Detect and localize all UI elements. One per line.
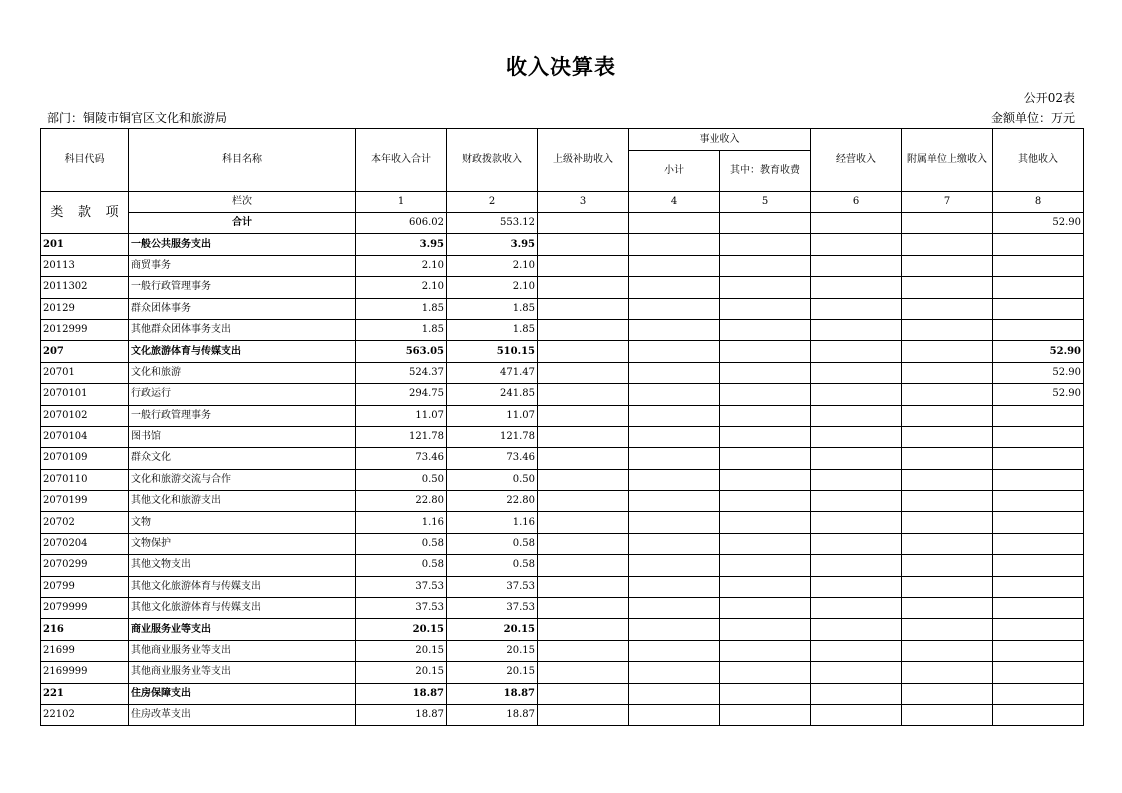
row-fiscal: 37.53 [447, 576, 538, 597]
row-total: 2.10 [356, 255, 447, 276]
row-fiscal: 1.85 [447, 319, 538, 340]
row-affiliated [902, 576, 993, 597]
row-name: 文物保护 [129, 533, 356, 554]
row-operating [811, 277, 902, 298]
row-affiliated [902, 512, 993, 533]
lanci-label: 栏次 [129, 192, 356, 213]
row-other [993, 555, 1084, 576]
row-affiliated [902, 598, 993, 619]
row-name: 其他文物支出 [129, 555, 356, 576]
header-name: 科目名称 [129, 129, 356, 192]
row-name: 图书馆 [129, 426, 356, 447]
row-affiliated [902, 555, 993, 576]
row-superior [538, 298, 629, 319]
row-code: 20702 [41, 512, 129, 533]
row-business-edu [720, 704, 811, 725]
row-superior [538, 234, 629, 255]
col-index-3: 3 [538, 192, 629, 213]
row-superior [538, 362, 629, 383]
row-name: 文化和旅游交流与合作 [129, 469, 356, 490]
row-total: 0.58 [356, 533, 447, 554]
row-code: 20701 [41, 362, 129, 383]
row-code: 2070299 [41, 555, 129, 576]
table-row [41, 384, 1084, 405]
row-affiliated [902, 298, 993, 319]
row-business-subtotal [629, 662, 720, 683]
row-business-edu [720, 255, 811, 276]
header-row-1 [41, 129, 1084, 151]
row-code: 20129 [41, 298, 129, 319]
total-fiscal: 553.12 [447, 213, 538, 234]
header-affiliated: 附属单位上缴收入 [902, 129, 993, 192]
amount-unit-label: 金额单位：万元 [990, 111, 1075, 125]
row-code: 22102 [41, 704, 129, 725]
row-total: 0.58 [356, 555, 447, 576]
row-fiscal: 1.16 [447, 512, 538, 533]
row-affiliated [902, 234, 993, 255]
row-business-subtotal [629, 491, 720, 512]
row-code: 216 [41, 619, 129, 640]
row-affiliated [902, 341, 993, 362]
row-operating [811, 426, 902, 447]
row-fiscal: 1.85 [447, 298, 538, 319]
row-operating [811, 405, 902, 426]
row-other: 52.90 [993, 362, 1084, 383]
row-total: 1.85 [356, 298, 447, 319]
row-total: 3.95 [356, 234, 447, 255]
row-business-subtotal [629, 619, 720, 640]
header-business-subtotal: 小计 [629, 151, 720, 192]
row-fiscal: 73.46 [447, 448, 538, 469]
row-affiliated [902, 405, 993, 426]
col-index-4: 4 [629, 192, 720, 213]
row-affiliated [902, 533, 993, 554]
row-business-edu [720, 277, 811, 298]
row-code: 2070104 [41, 426, 129, 447]
row-business-subtotal [629, 341, 720, 362]
row-operating [811, 469, 902, 490]
row-total: 18.87 [356, 683, 447, 704]
header-fiscal: 财政拨款收入 [447, 129, 538, 192]
row-business-subtotal [629, 576, 720, 597]
row-superior [538, 341, 629, 362]
row-operating [811, 319, 902, 340]
row-operating [811, 255, 902, 276]
row-operating [811, 662, 902, 683]
row-superior [538, 491, 629, 512]
row-business-subtotal [629, 405, 720, 426]
header-business-edu: 其中：教育收费 [720, 151, 811, 192]
row-affiliated [902, 448, 993, 469]
row-operating [811, 533, 902, 554]
row-business-edu [720, 683, 811, 704]
row-code: 2011302 [41, 277, 129, 298]
row-affiliated [902, 491, 993, 512]
row-name: 住房保障支出 [129, 683, 356, 704]
row-fiscal: 2.10 [447, 255, 538, 276]
row-code: 221 [41, 683, 129, 704]
row-name: 商业服务业等支出 [129, 619, 356, 640]
total-affiliated [902, 213, 993, 234]
table-row [41, 319, 1084, 340]
row-other [993, 298, 1084, 319]
row-business-subtotal [629, 533, 720, 554]
table-row [41, 619, 1084, 640]
table-row [41, 448, 1084, 469]
row-business-edu [720, 533, 811, 554]
row-other [993, 405, 1084, 426]
row-name: 其他文化和旅游支出 [129, 491, 356, 512]
row-total: 73.46 [356, 448, 447, 469]
row-total: 37.53 [356, 598, 447, 619]
table-row [41, 576, 1084, 597]
row-business-subtotal [629, 640, 720, 661]
row-superior [538, 384, 629, 405]
row-operating [811, 234, 902, 255]
row-business-edu [720, 598, 811, 619]
row-operating [811, 598, 902, 619]
row-business-subtotal [629, 555, 720, 576]
row-business-subtotal [629, 298, 720, 319]
row-other [993, 640, 1084, 661]
total-business-subtotal [629, 213, 720, 234]
table-row [41, 362, 1084, 383]
row-code: 2012999 [41, 319, 129, 340]
row-fiscal: 22.80 [447, 491, 538, 512]
row-fiscal: 0.58 [447, 533, 538, 554]
row-total: 11.07 [356, 405, 447, 426]
table-row [41, 683, 1084, 704]
total-operating [811, 213, 902, 234]
row-fiscal: 0.58 [447, 555, 538, 576]
row-other [993, 598, 1084, 619]
row-code: 2079999 [41, 598, 129, 619]
row-fiscal: 18.87 [447, 683, 538, 704]
row-affiliated [902, 384, 993, 405]
table-row [41, 405, 1084, 426]
column-index-row [41, 192, 1084, 213]
row-total: 22.80 [356, 491, 447, 512]
row-name: 商贸事务 [129, 255, 356, 276]
row-affiliated [902, 640, 993, 661]
row-total: 1.85 [356, 319, 447, 340]
row-name: 群众文化 [129, 448, 356, 469]
row-fiscal: 11.07 [447, 405, 538, 426]
xiang-label: 项 [105, 204, 119, 220]
col-index-2: 2 [447, 192, 538, 213]
form-number: 公开02表 [1023, 91, 1075, 105]
row-name: 行政运行 [129, 384, 356, 405]
row-code: 20799 [41, 576, 129, 597]
row-operating [811, 362, 902, 383]
row-business-subtotal [629, 704, 720, 725]
total-superior [538, 213, 629, 234]
row-affiliated [902, 619, 993, 640]
total-label: 合计 [129, 213, 356, 234]
row-fiscal: 18.87 [447, 704, 538, 725]
row-other [993, 234, 1084, 255]
row-operating [811, 640, 902, 661]
table-row [41, 277, 1084, 298]
row-code: 2070109 [41, 448, 129, 469]
row-code: 201 [41, 234, 129, 255]
row-business-subtotal [629, 426, 720, 447]
row-business-edu [720, 298, 811, 319]
total-other: 52.90 [993, 213, 1084, 234]
row-total: 20.15 [356, 662, 447, 683]
row-other [993, 491, 1084, 512]
row-affiliated [902, 469, 993, 490]
total-amount: 606.02 [356, 213, 447, 234]
row-fiscal: 37.53 [447, 598, 538, 619]
header-operating: 经营收入 [811, 129, 902, 192]
row-other [993, 662, 1084, 683]
row-fiscal: 121.78 [447, 426, 538, 447]
row-business-edu [720, 384, 811, 405]
col-index-7: 7 [902, 192, 993, 213]
table-row [41, 598, 1084, 619]
row-other: 52.90 [993, 384, 1084, 405]
row-business-edu [720, 426, 811, 447]
row-superior [538, 555, 629, 576]
row-superior [538, 426, 629, 447]
total-row [41, 213, 1084, 234]
row-name: 其他文化旅游体育与传媒支出 [129, 598, 356, 619]
row-business-edu [720, 319, 811, 340]
table-row [41, 341, 1084, 362]
row-name: 文化和旅游 [129, 362, 356, 383]
row-superior [538, 277, 629, 298]
table-row [41, 298, 1084, 319]
row-code: 2070204 [41, 533, 129, 554]
row-name: 群众团体事务 [129, 298, 356, 319]
header-business-group: 事业收入 [629, 129, 811, 151]
row-business-subtotal [629, 319, 720, 340]
row-name: 住房改革支出 [129, 704, 356, 725]
row-code: 21699 [41, 640, 129, 661]
row-code: 20113 [41, 255, 129, 276]
row-total: 20.15 [356, 640, 447, 661]
row-business-subtotal [629, 277, 720, 298]
row-other [993, 512, 1084, 533]
row-business-edu [720, 341, 811, 362]
row-affiliated [902, 255, 993, 276]
row-business-edu [720, 640, 811, 661]
row-other [993, 319, 1084, 340]
row-fiscal: 0.50 [447, 469, 538, 490]
department-label: 部门：铜陵市铜官区文化和旅游局 [47, 111, 228, 125]
row-affiliated [902, 319, 993, 340]
row-name: 一般行政管理事务 [129, 277, 356, 298]
row-total: 37.53 [356, 576, 447, 597]
row-operating [811, 298, 902, 319]
table-row [41, 555, 1084, 576]
table-row [41, 426, 1084, 447]
row-affiliated [902, 277, 993, 298]
row-superior [538, 683, 629, 704]
row-operating [811, 491, 902, 512]
row-business-edu [720, 512, 811, 533]
row-operating [811, 555, 902, 576]
row-code: 2070101 [41, 384, 129, 405]
row-total: 524.37 [356, 362, 447, 383]
row-business-edu [720, 576, 811, 597]
row-other [993, 255, 1084, 276]
table-row [41, 255, 1084, 276]
row-other [993, 469, 1084, 490]
row-name: 其他商业服务业等支出 [129, 640, 356, 661]
row-business-edu [720, 491, 811, 512]
row-business-subtotal [629, 469, 720, 490]
row-affiliated [902, 426, 993, 447]
row-code: 207 [41, 341, 129, 362]
row-business-subtotal [629, 255, 720, 276]
col-index-5: 5 [720, 192, 811, 213]
row-other [993, 704, 1084, 725]
row-name: 一般行政管理事务 [129, 405, 356, 426]
row-total: 2.10 [356, 277, 447, 298]
row-superior [538, 640, 629, 661]
row-superior [538, 405, 629, 426]
row-other [993, 683, 1084, 704]
row-superior [538, 598, 629, 619]
header-other: 其他收入 [993, 129, 1084, 192]
table-row [41, 491, 1084, 512]
row-total: 121.78 [356, 426, 447, 447]
row-superior [538, 619, 629, 640]
row-superior [538, 469, 629, 490]
row-name: 文物 [129, 512, 356, 533]
col-index-6: 6 [811, 192, 902, 213]
row-business-subtotal [629, 234, 720, 255]
row-affiliated [902, 683, 993, 704]
row-name: 其他商业服务业等支出 [129, 662, 356, 683]
header-code: 科目代码 [41, 129, 129, 192]
row-business-subtotal [629, 683, 720, 704]
row-total: 563.05 [356, 341, 447, 362]
row-affiliated [902, 362, 993, 383]
page-title: 收入决算表 [506, 55, 616, 79]
row-superior [538, 704, 629, 725]
row-affiliated [902, 704, 993, 725]
row-business-edu [720, 619, 811, 640]
row-code: 2169999 [41, 662, 129, 683]
total-business-edu [720, 213, 811, 234]
row-operating [811, 512, 902, 533]
row-fiscal: 471.47 [447, 362, 538, 383]
row-business-subtotal [629, 512, 720, 533]
lei-label: 类 [50, 204, 64, 220]
table-row [41, 704, 1084, 725]
row-operating [811, 619, 902, 640]
row-total: 0.50 [356, 469, 447, 490]
table-row [41, 533, 1084, 554]
row-fiscal: 20.15 [447, 640, 538, 661]
category-level-cell [41, 192, 129, 234]
row-code: 2070110 [41, 469, 129, 490]
row-superior [538, 533, 629, 554]
table-row [41, 662, 1084, 683]
row-other [993, 576, 1084, 597]
row-superior [538, 448, 629, 469]
row-fiscal: 241.85 [447, 384, 538, 405]
row-name: 文化旅游体育与传媒支出 [129, 341, 356, 362]
row-other [993, 619, 1084, 640]
row-name: 其他群众团体事务支出 [129, 319, 356, 340]
row-fiscal: 3.95 [447, 234, 538, 255]
row-business-subtotal [629, 384, 720, 405]
table-row [41, 512, 1084, 533]
row-operating [811, 341, 902, 362]
row-business-edu [720, 362, 811, 383]
row-total: 20.15 [356, 619, 447, 640]
row-business-edu [720, 469, 811, 490]
row-superior [538, 255, 629, 276]
row-code: 2070199 [41, 491, 129, 512]
row-operating [811, 384, 902, 405]
row-other: 52.90 [993, 341, 1084, 362]
row-operating [811, 448, 902, 469]
row-business-subtotal [629, 362, 720, 383]
row-business-edu [720, 555, 811, 576]
row-name: 其他文化旅游体育与传媒支出 [129, 576, 356, 597]
table-row [41, 234, 1084, 255]
kuan-label: 款 [77, 204, 91, 220]
row-affiliated [902, 662, 993, 683]
row-other [993, 277, 1084, 298]
row-superior [538, 319, 629, 340]
table-row [41, 469, 1084, 490]
income-table [40, 128, 1084, 726]
row-other [993, 533, 1084, 554]
row-operating [811, 704, 902, 725]
row-business-edu [720, 662, 811, 683]
row-business-subtotal [629, 598, 720, 619]
col-index-8: 8 [993, 192, 1084, 213]
table-row [41, 640, 1084, 661]
row-fiscal: 2.10 [447, 277, 538, 298]
row-name: 一般公共服务支出 [129, 234, 356, 255]
row-superior [538, 662, 629, 683]
row-other [993, 448, 1084, 469]
row-business-edu [720, 405, 811, 426]
row-superior [538, 576, 629, 597]
row-fiscal: 20.15 [447, 619, 538, 640]
row-operating [811, 576, 902, 597]
row-business-edu [720, 448, 811, 469]
header-total: 本年收入合计 [356, 129, 447, 192]
row-fiscal: 510.15 [447, 341, 538, 362]
header-superior: 上级补助收入 [538, 129, 629, 192]
row-total: 18.87 [356, 704, 447, 725]
row-other [993, 426, 1084, 447]
row-total: 1.16 [356, 512, 447, 533]
row-fiscal: 20.15 [447, 662, 538, 683]
row-business-subtotal [629, 448, 720, 469]
row-superior [538, 512, 629, 533]
row-operating [811, 683, 902, 704]
row-total: 294.75 [356, 384, 447, 405]
col-index-1: 1 [356, 192, 447, 213]
row-code: 2070102 [41, 405, 129, 426]
row-business-edu [720, 234, 811, 255]
